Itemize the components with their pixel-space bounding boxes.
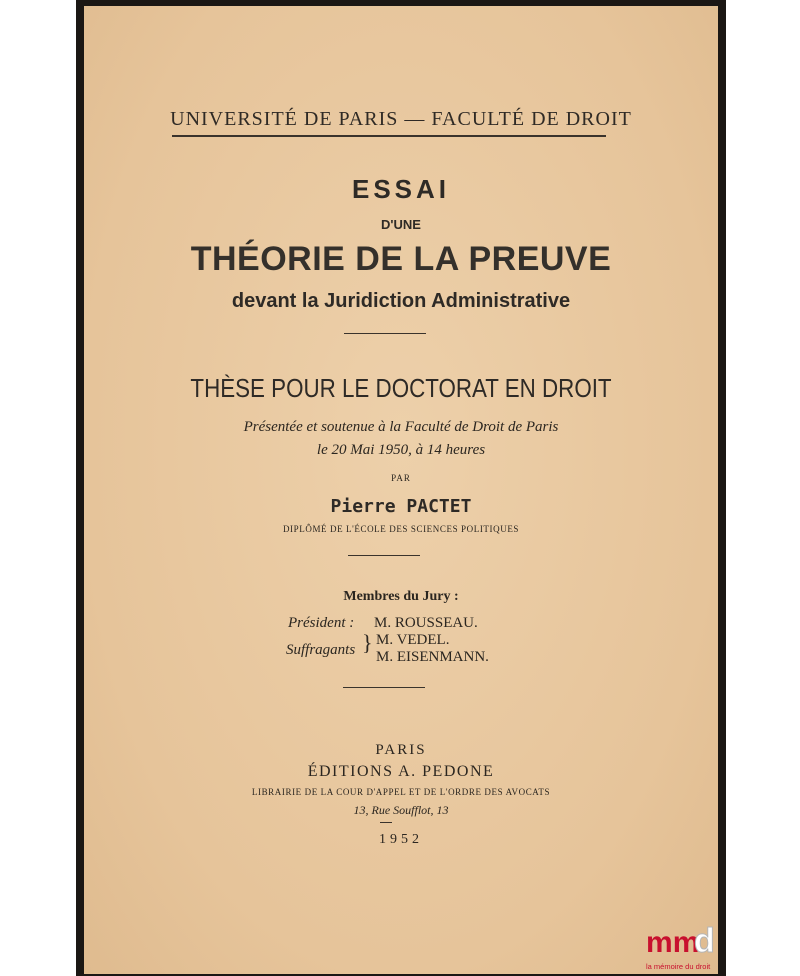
- cover-content: [84, 6, 718, 974]
- jury-brace: }: [362, 630, 373, 655]
- divider-2: [348, 555, 420, 556]
- thesis-presented-line: Présentée et soutenue à la Faculté de Droit de Paris: [243, 419, 559, 435]
- publisher-address: 13, Rue Soufflot, 13: [353, 803, 449, 817]
- title-subtitle: devant la Juridiction Administrative: [231, 290, 571, 312]
- jury-suffragants-role: Suffragants: [286, 642, 356, 658]
- author-name: Pierre PACTET: [330, 496, 472, 517]
- logo-letters: mm: [646, 926, 700, 959]
- header-underline: [172, 135, 606, 137]
- jury-suffragant-2: M. EISENMANN.: [376, 649, 489, 665]
- author-diploma: DIPLÔMÉ DE L'ÉCOLE DES SCIENCES POLITIQUES: [282, 524, 520, 534]
- publication-year: 1952: [379, 832, 423, 847]
- page-title: THÉORIE DE LA PREUVE: [190, 240, 612, 278]
- jury-president-name: M. ROUSSEAU.: [374, 615, 478, 631]
- jury-president-role: Président :: [288, 615, 355, 631]
- publisher-city: PARIS: [375, 742, 427, 758]
- jury-heading: Membres du Jury :: [343, 589, 459, 604]
- thesis-heading: THÈSE POUR LE DOCTORAT EN DROIT: [190, 373, 612, 403]
- publisher-librairie: LIBRAIRIE DE LA COUR D'APPEL ET DE L'ORDRE DES AVOCATS: [251, 787, 551, 797]
- logo-letter-d: d: [694, 922, 715, 960]
- thesis-date: le 20 Mai 1950, à 14 heures: [316, 442, 486, 458]
- jury-suffragant-1: M. VEDEL.: [376, 632, 450, 648]
- year-dash: [380, 822, 392, 823]
- title-essai: ESSAI: [351, 174, 451, 204]
- divider-3: [343, 687, 425, 688]
- par-label: PAR: [391, 473, 411, 483]
- university-header: UNIVERSITÉ DE PARIS — FACULTÉ DE DROIT: [170, 108, 632, 130]
- title-d-une: D'UNE: [381, 217, 421, 232]
- mdd-watermark-logo: [646, 922, 722, 974]
- logo-tagline: la mémoire du droit: [646, 962, 711, 971]
- divider-1: [344, 333, 426, 334]
- publisher-name: ÉDITIONS A. PEDONE: [307, 763, 495, 780]
